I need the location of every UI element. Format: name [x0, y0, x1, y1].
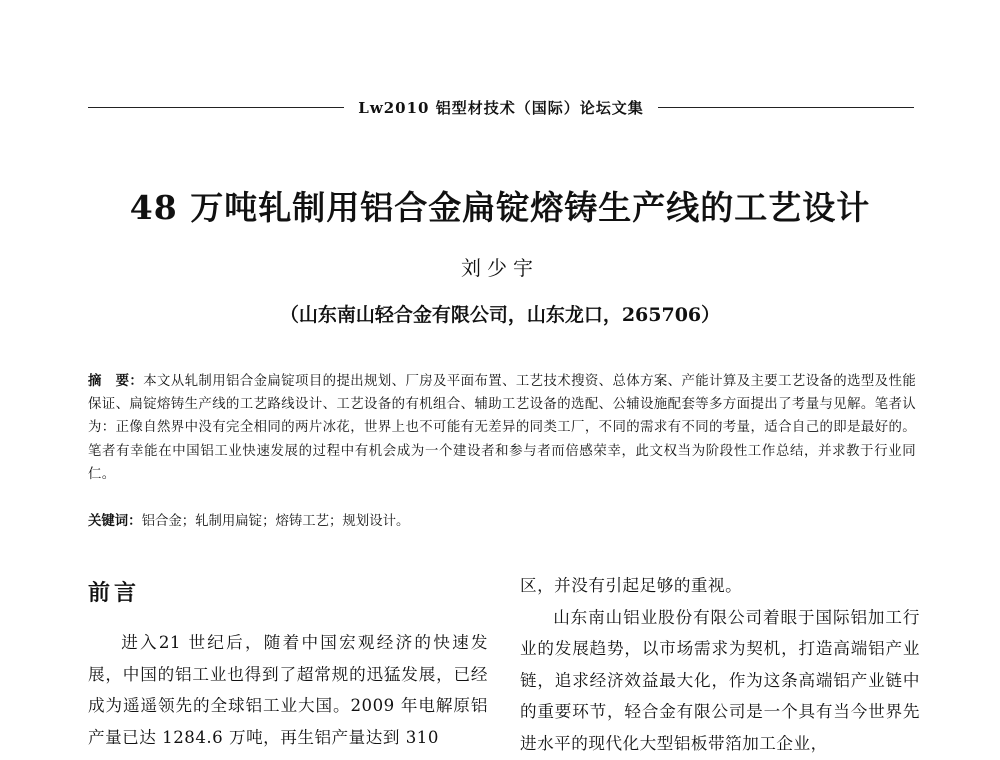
body-paragraph-continuation: 区，并没有引起足够的重视。 [520, 576, 743, 595]
author-affiliation: （山东南山轻合金有限公司，山东龙口，265706） [279, 304, 721, 326]
left-column [88, 576, 488, 753]
abstract-text: 本文从轧制用铝合金扁锭项目的提出规划、厂房及平面布置、工艺技术搜资、总体方案、产能计算及主要工艺设备的选型及性能保证、扁锭熔铸生产线的工艺路线设计、工艺设备的有机组合、辅助工艺设备的选配、公辅设施配套等多方面提出了考量与见解。笔者认为：正像自然界中没有完全相同的两片冰花，世界上也不可能有无差异的同类工厂，不同的需求有不同的考量，适合自己的即是最好的。笔者有幸能在中国铝工业快速发展的过程中有机会成为一个建设者和参与者而倍感荣幸，此文权当为阶段性工作总结，并求教于行业同仁。 [88, 374, 917, 482]
running-header [88, 96, 914, 118]
body-paragraph: 山东南山铝业股份有限公司着眼于国际铝加工行业的发展趋势，以市场需求为契机，打造高端铝产业链，追求经济效益最大化，作为这条高端铝产业链中的重要环节，轻合金有限公司是一个具有当今世界先进水平的现代化大型铝板带箔加工企业， [520, 607, 920, 753]
abstract [88, 370, 916, 486]
section-heading: 前言 [88, 580, 141, 606]
author-name: 刘少宇 [461, 256, 539, 280]
running-header-text: Lw2010 铝型材技术（国际）论坛文集 [358, 98, 644, 117]
header-rule-right [658, 107, 914, 108]
right-column [520, 570, 920, 759]
body-paragraph: 进入21 世纪后，随着中国宏观经济的快速发展，中国的铝工业也得到了超常规的迅猛发展，已经成为遥遥领先的全球铝工业大国。2009 年电解原铝产量已达 1284.6 万吨，再生铝产量达到 310 [88, 633, 488, 747]
keywords [88, 510, 916, 533]
abstract-label: 摘 要： [88, 373, 144, 389]
header-rule-left [88, 107, 344, 108]
keywords-text: 铝合金；轧制用扁锭；熔铸工艺；规划设计。 [141, 514, 410, 529]
keywords-label: 关键词： [88, 513, 142, 529]
paper-title: 48 万吨轧制用铝合金扁锭熔铸生产线的工艺设计 [129, 188, 871, 227]
